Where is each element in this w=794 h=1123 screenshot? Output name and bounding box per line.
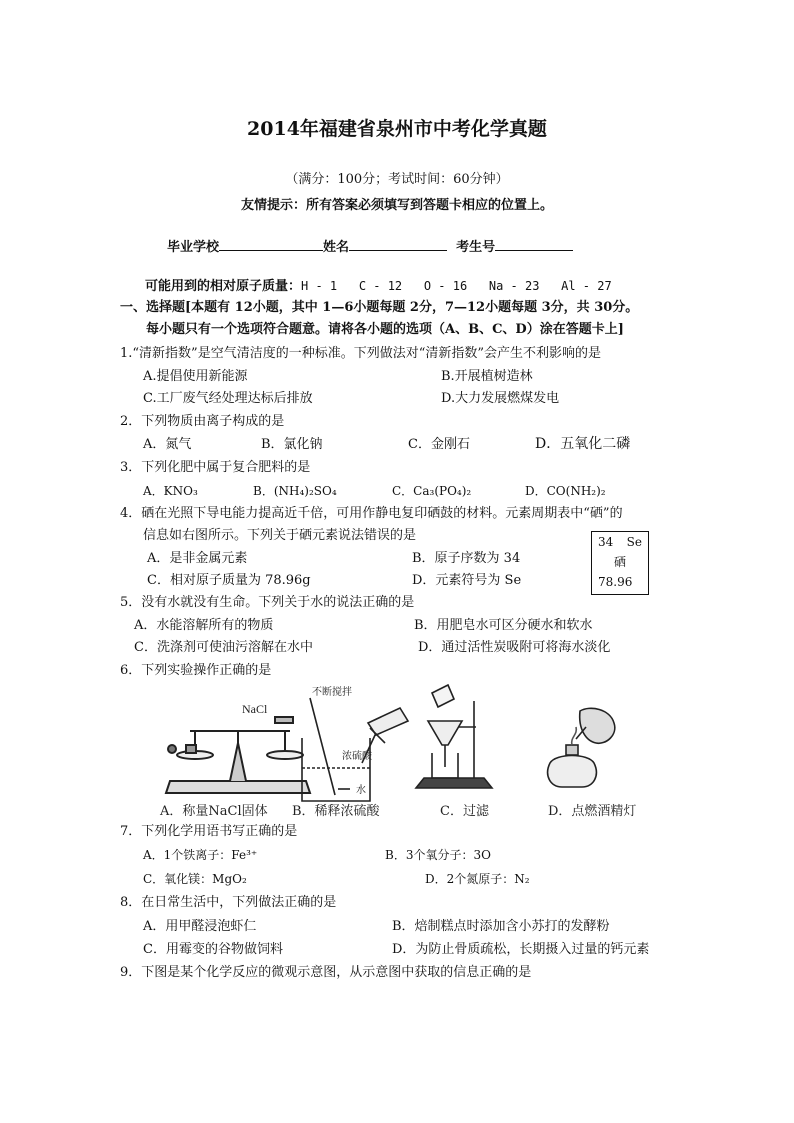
- q5-option-a[interactable]: A．水能溶解所有的物质: [134, 618, 274, 633]
- q6-option-b[interactable]: B．稀释浓硫酸: [292, 804, 380, 819]
- q2-option-b[interactable]: B．氯化钠: [261, 437, 323, 452]
- q2-option-d[interactable]: D．五氧化二磷: [535, 436, 631, 452]
- nacl-label: NaCl: [242, 702, 268, 716]
- q3-option-d[interactable]: D．CO(NH₂)₂: [525, 484, 606, 498]
- q7-stem: 7．下列化学用语书写正确的是: [120, 824, 298, 839]
- tip: 友情提示：所有答案必须填写到答题卡相应的位置上。: [240, 198, 553, 213]
- q8-stem: 8．在日常生活中，下列做法正确的是: [120, 895, 337, 910]
- element-number: 34: [598, 535, 614, 549]
- q8-option-b[interactable]: B．焙制糕点时添加含小苏打的发酵粉: [392, 919, 610, 934]
- score-info: （满分：100分；考试时间：60分钟）: [285, 172, 509, 187]
- element-mass: 78.96: [598, 575, 633, 589]
- q4-option-b[interactable]: B．原子序数为 34: [412, 551, 521, 566]
- page-title: 2014年福建省泉州市中考化学真题: [247, 118, 547, 140]
- school-label: 毕业学校: [167, 240, 220, 255]
- q2-option-a[interactable]: A．氮气: [143, 437, 192, 452]
- q4-option-c[interactable]: C．相对原子质量为 78.96g: [147, 573, 311, 588]
- exam-no-blank[interactable]: [495, 238, 573, 251]
- q6-option-a[interactable]: A．称量NaCl固体: [160, 804, 268, 819]
- q1-option-b[interactable]: B.开展植树造林: [441, 369, 533, 384]
- atomic-masses: [145, 278, 612, 295]
- stir-label: 不断搅拌: [312, 687, 352, 698]
- q1-option-d[interactable]: D.大力发展燃煤发电: [441, 391, 560, 406]
- atomic-masses-label: 可能用到的相对原子质量：: [145, 279, 302, 294]
- q6-option-c[interactable]: C．过滤: [440, 804, 489, 819]
- q4-option-a[interactable]: A．是非金属元素: [147, 551, 248, 566]
- selenium-element-card: [591, 531, 649, 595]
- section-heading: 一、选择题[本题有 12小题，其中 1—6小题每题 2分，7—12小题每题 3分，共 30分。: [120, 300, 639, 315]
- q3-option-c[interactable]: C．Ca₃(PO₄)₂: [392, 484, 472, 498]
- q6-stem: 6．下列实验操作正确的是: [120, 663, 272, 678]
- q5-option-b[interactable]: B．用肥皂水可区分硬水和软水: [414, 618, 593, 633]
- q7-option-b[interactable]: B．3个氧分子：3O: [385, 848, 491, 862]
- water-label: 水: [356, 785, 366, 796]
- element-name: 硒: [613, 555, 626, 569]
- q9-stem: 9．下图是某个化学反应的微观示意图，从示意图中获取的信息正确的是: [120, 965, 532, 980]
- section-instruction: 每小题只有一个选项符合题意。请将各小题的选项（A、B、C、D）涂在答题卡上]: [146, 322, 624, 337]
- exam-no-label: 考生号: [456, 240, 496, 255]
- school-blank[interactable]: [219, 238, 323, 251]
- acid-label: 浓硫酸: [342, 751, 372, 762]
- q3-stem: 3．下列化肥中属于复合肥料的是: [120, 460, 311, 475]
- q4-stem-line1: 4．硒在光照下导电能力提高近千倍，可用作静电复印硒鼓的材料。元素周期表中“硒”的: [120, 506, 623, 521]
- q7-option-a[interactable]: A．1个铁离子：Fe³⁺: [143, 848, 258, 862]
- candidate-fields: [167, 238, 573, 256]
- q4-option-d[interactable]: D．元素符号为 Se: [412, 573, 522, 588]
- name-blank[interactable]: [349, 238, 447, 251]
- q1-option-c[interactable]: C.工厂废气经处理达标后排放: [143, 391, 313, 406]
- q1-stem: 1.“清新指数”是空气清洁度的一种标准。下列做法对“清新指数”会产生不利影响的是: [120, 346, 601, 361]
- q6-option-d[interactable]: D．点燃酒精灯: [548, 804, 637, 819]
- q2-stem: 2．下列物质由离子构成的是: [120, 414, 285, 429]
- atomic-masses-values: H - 1 C - 12 O - 16 Na - 23 Al - 27: [301, 279, 612, 293]
- q5-option-c[interactable]: C．洗涤剂可使油污溶解在水中: [134, 640, 313, 655]
- q3-option-b[interactable]: B．(NH₄)₂SO₄: [253, 484, 337, 498]
- q1-option-a[interactable]: A.提倡使用新能源: [143, 369, 248, 384]
- q2-option-c[interactable]: C．金刚石: [408, 437, 470, 452]
- element-symbol: Se: [626, 535, 642, 549]
- q5-option-d[interactable]: D．通过活性炭吸附可将海水淡化: [418, 640, 611, 655]
- q7-option-d[interactable]: D．2个氮原子：N₂: [425, 872, 530, 886]
- q4-stem-line2: 信息如右图所示。下列关于硒元素说法错误的是: [143, 528, 417, 543]
- q7-option-c[interactable]: C．氧化镁：MgO₂: [143, 872, 247, 886]
- q8-option-d[interactable]: D．为防止骨质疏松，长期摄入过量的钙元素: [392, 942, 650, 957]
- q8-option-a[interactable]: A．用甲醛浸泡虾仁: [143, 919, 257, 934]
- q8-option-c[interactable]: C．用霉变的谷物做饲料: [143, 942, 283, 957]
- q5-stem: 5．没有水就没有生命。下列关于水的说法正确的是: [120, 595, 415, 610]
- q3-option-a[interactable]: A．KNO₃: [143, 484, 198, 498]
- name-label: 姓名: [323, 240, 350, 255]
